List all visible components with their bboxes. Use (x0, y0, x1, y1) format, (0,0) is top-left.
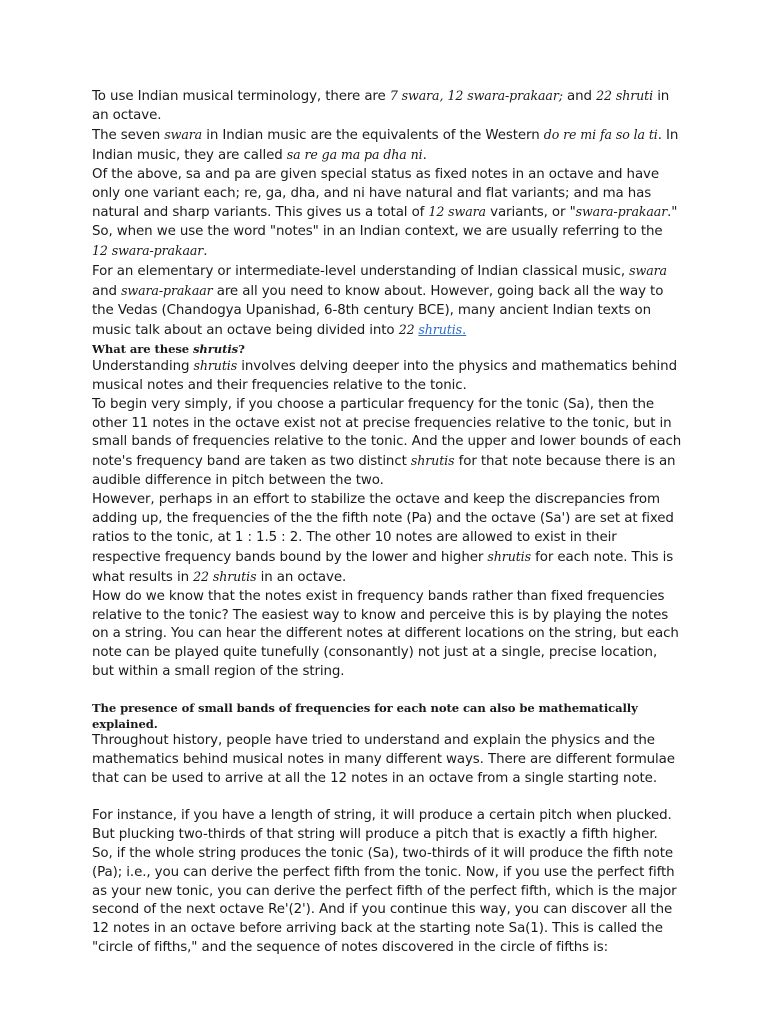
text: . In Indian music, they are called (92, 127, 679, 163)
text: are all you need to know about. However, going back all the way to the Vedas (Chandogya Upanishad, 6-8th century BCE), many ancient Indian texts on music talk about an octave being divided into (92, 284, 664, 338)
shrutis-link[interactable]: shrutis (418, 321, 462, 337)
heading-text: ? (238, 341, 245, 356)
text: ." So, when we use the word "notes" in an Indian context, we are usually referring to the (92, 205, 678, 240)
paragraph-elementary (92, 262, 682, 341)
heading-mathematical-explanation: The presence of small bands of frequencies for each note can also be mathematically explained. (92, 701, 638, 732)
text: for that note because there is an audible difference in pitch between the two. (92, 454, 676, 489)
text: . (203, 244, 208, 260)
text: in Indian music are the equivalents of the Western (202, 127, 544, 143)
paragraph-string: How do we know that the notes exist in frequency bands rather than fixed frequencies relative to the tonic? The easiest way to know and perceive this is by playing the notes on a string. You can hear the different notes at different locations on the string, but each note can be played quite tunefully (consonantly) not just at a single, precise location, but within a small region of the string. (92, 588, 679, 680)
italic-term: swara (164, 126, 203, 142)
text: in an octave. (92, 89, 670, 123)
text: for each note. This is what results in (92, 549, 674, 585)
paragraph-circle-of-fifths: For instance, if you have a length of string, it will produce a certain pitch when plucked. But plucking two-thirds of that string will produce a pitch that is exactly a fifth higher. So, if the whole string produces the tonic (Sa), two-thirds of it will produce the fifth note (Pa); i.e., you can derive the perfect fifth from the tonic. Now, if you use the perfect fifth as your new tonic, you can derive the perfect fifth of the perfect fifth, which is the major second of the next octave Re'(2'). And if you continue this way, you can discover all the 12 notes in an octave before arriving back at the starting note Sa(1). This is called the "circle of fifths," and the sequence of notes discovered in the circle of fifths is: (92, 807, 677, 956)
italic-term: swara-prakaar (121, 283, 213, 299)
text: . (461, 322, 467, 338)
paragraph-stabilize (92, 491, 682, 588)
paragraph-frequency-bands (92, 396, 682, 492)
italic-term: 22 shrutis (193, 568, 257, 584)
paragraph-understanding (92, 357, 682, 396)
paragraph-history: Throughout history, people have tried to understand and explain the physics and the mathematics behind musical notes in many different ways. There are different formulae that can be used to arrive at all the 12 notes in an octave from a single starting note. (92, 733, 675, 786)
italic-term: 12 swara (428, 204, 486, 220)
heading-text: What are these (92, 341, 193, 356)
text: involves delving deeper into the physics and mathematics behind musical notes and their frequencies relative to the tonic. (92, 358, 677, 393)
text: Of the above, sa and pa are given special status as fixed notes in an octave and have only one variant each; re, ga, dha, and ni have natural and flat variants; and ma has natural and sharp variants. This gives us a total of (92, 166, 660, 221)
document-body (92, 87, 682, 958)
italic-term: 22 (398, 321, 419, 337)
paragraph-terminology (92, 87, 682, 126)
italic-term: do re mi fa so la ti (543, 126, 658, 142)
text: The seven (92, 127, 165, 143)
heading-italic: shrutis (193, 341, 239, 356)
text: However, perhaps in an effort to stabilize the octave and keep the discrepancies from adding up, the frequencies of the the fifth note (Pa) and the octave (Sa') are set at fixed ratios to the tonic, at 1 : 1.5 : 2. The other 10 notes are allowed to exist in their respective frequency bands bound by the lower and higher (92, 492, 674, 565)
text: and (92, 284, 122, 300)
italic-term: shrutis (410, 453, 455, 469)
italic-term: 22 shruti (596, 88, 654, 103)
text: in an octave. (256, 569, 347, 585)
italic-term: sa re ga ma pa dha ni (286, 146, 423, 162)
italic-term: swara-prakaar (575, 204, 668, 220)
text: To use Indian musical terminology, there are (92, 89, 390, 104)
paragraph-seven-swara (92, 126, 682, 166)
text: Understanding (92, 358, 194, 374)
italic-term: swara (629, 263, 667, 279)
heading-what-are-shrutis (92, 341, 682, 357)
text: variants, or " (485, 205, 576, 221)
paragraph-variants (92, 166, 682, 263)
text: For an elementary or intermediate-level understanding of Indian classical music, (92, 264, 630, 280)
text: . (422, 147, 427, 163)
text: and (562, 89, 597, 104)
italic-term: shrutis (193, 357, 238, 373)
italic-term: 12 swara-prakaar; (447, 88, 563, 103)
italic-term: shrutis (487, 548, 531, 564)
italic-term: 12 swara-prakaar (92, 243, 204, 259)
text: To begin very simply, if you choose a particular frequency for the tonic (Sa), then the other 11 notes in the octave exist not at precise frequencies relative to the tonic, but in small bands of frequencies relative to the tonic. And the upper and lower bounds of each note's frequency band are taken as two distinct (92, 396, 682, 470)
italic-term: 7 swara, (389, 88, 444, 103)
